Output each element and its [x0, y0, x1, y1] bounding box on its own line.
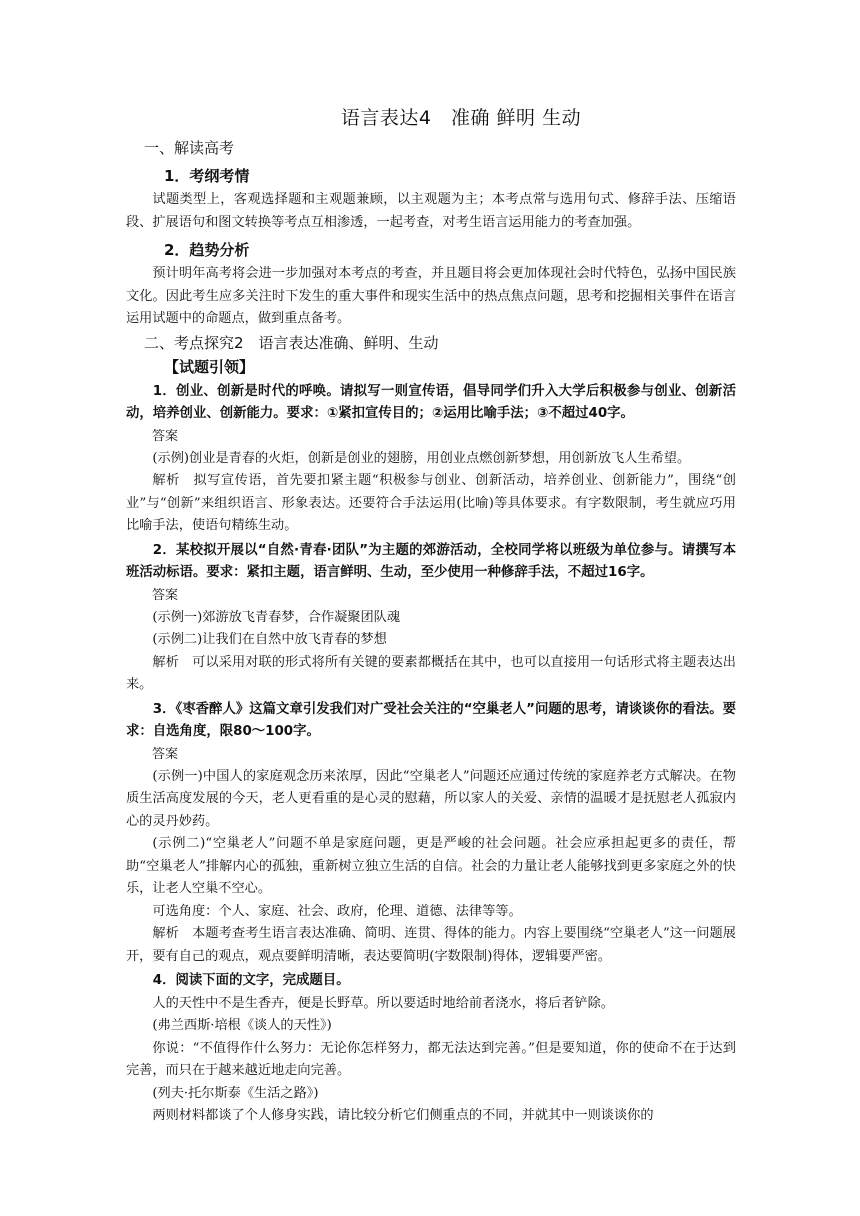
answer-label-3: 答案 [152, 746, 179, 762]
question-3-analysis: 解析 本题考查考生语言表达准确、简明、连贯、得体的能力。内容上要围绕“空巢老人”这一问题展开，要有自己的观点，观点要鲜明清晰，表达要简明(字数限制)得体，逻辑要严密。 [126, 926, 736, 964]
question-1-analysis: 解析 拟写宣传语，首先要扣紧主题“积极参与创业、创新活动，培养创业、创新能力”，围绕“创业”与“创新”来组织语言、形象表达。还要符合手法运用(比喻)等具体要求。有字数限制，考生就应巧用比喻手法，使语句精练生动。 [126, 473, 736, 533]
question-4-task: 两则材料都谈了个人修身实践，请比较分析它们侧重点的不同，并就其中一则谈谈你的 [152, 1108, 654, 1123]
paragraph-exam-outline: 试题类型上，客观选择题和主观题兼顾，以主观题为主；本考点常与选用句式、修辞手法、压缩语段、扩展语句和图文转换等考点互相渗透，一起考查，对考生语言运用能力的考查加强。 [126, 192, 736, 230]
question-1-answer: (示例)创业是青春的火炬，创新是创业的翅膀，用创业点燃创新梦想，用创新放飞人生希望。 [152, 450, 691, 466]
question-2-analysis: 解析 可以采用对联的形式将所有关键的要素都概括在其中，也可以直接用一句话形式将主题表达出来。 [126, 654, 736, 692]
question-4-material-2: 你说：“不值得作什么努力：无论你怎样努力，都无法达到完善。”但是要知道，你的使命不在于达到完善，而只在于越来越近地走向完善。 [126, 1040, 736, 1078]
question-3-answer-2: (示例二)“空巢老人”问题不单是家庭问题，更是严峻的社会问题。社会应承担起更多的责任，帮助“空巢老人”排解内心的孤独，重新树立独立生活的自信。社会的力量让老人能够找到更多家庭之外的快乐，让老人空巢不空心。 [126, 836, 736, 896]
question-3-angles: 可选角度：个人、家庭、社会、政府，伦理、道德、法律等等。 [152, 903, 522, 919]
question-4-source-1: (弗兰西斯·培根《谈人的天性》) [152, 1018, 332, 1033]
document-page [126, 104, 736, 1128]
document-title: 语言表达4 准确 鲜明 生动 [340, 107, 582, 129]
subheading-trend-analysis: 2．趋势分析 [164, 241, 250, 259]
section-heading-2: 二、考点探究2 语言表达准确、鲜明、生动 [144, 333, 439, 352]
answer-label-2: 答案 [152, 587, 179, 603]
question-4-source-2: (列夫·托尔斯泰《生活之路》) [152, 1085, 319, 1101]
question-4: 4．阅读下面的文字，完成题目。 [152, 973, 350, 988]
question-lead-heading: 【试题引领】 [164, 357, 255, 376]
subheading-exam-outline: 1．考纲考情 [164, 167, 250, 185]
paragraph-trend-analysis: 预计明年高考将会进一步加强对本考点的考查，并且题目将会更加体现社会时代特色，弘扬中国民族文化。因此考生应多关注时下发生的重大事件和现实生活中的热点焦点问题，思考和挖掘相关事件在语言运用试题中的命题点，做到重点备考。 [126, 266, 736, 326]
question-2-answer-1: (示例一)郊游放飞青春梦，合作凝聚团队魂 [152, 609, 401, 625]
question-3: 3．《枣香醉人》这篇文章引发我们对广受社会关注的“空巢老人”问题的思考，请谈谈你的看法。要求：自选角度，限80～100字。 [126, 701, 736, 739]
question-4-material-1: 人的天性中不是生香卉，便是长野草。所以要适时地给前者浇水，将后者铲除。 [152, 995, 614, 1011]
section-heading-1: 一、解读高考 [144, 139, 235, 157]
question-2: 2．某校拟开展以“自然·青春·团队”为主题的郊游活动，全校同学将以班级为单位参与。请撰写本班活动标语。要求：紧扣主题，语言鲜明、生动，至少使用一种修辞手法，不超过16字。 [126, 542, 736, 580]
answer-label-1: 答案 [152, 428, 179, 444]
question-1: 1．创业、创新是时代的呼唤。请拟写一则宣传语，倡导同学们升入大学后积极参与创业、创新活动，培养创业、创新能力。要求：①紧扣宣传目的；②运用比喻手法；③不超过40字。 [126, 383, 736, 421]
question-3-answer-1: (示例一)中国人的家庭观念历来浓厚，因此“空巢老人”问题还应通过传统的家庭养老方式解决。在物质生活高度发展的今天，老人更看重的是心灵的慰藉，所以家人的关爱、亲情的温暖才是抚慰老人孤寂内心的灵丹妙药。 [126, 768, 736, 829]
question-2-answer-2: (示例二)让我们在自然中放飞青春的梦想 [152, 632, 387, 647]
